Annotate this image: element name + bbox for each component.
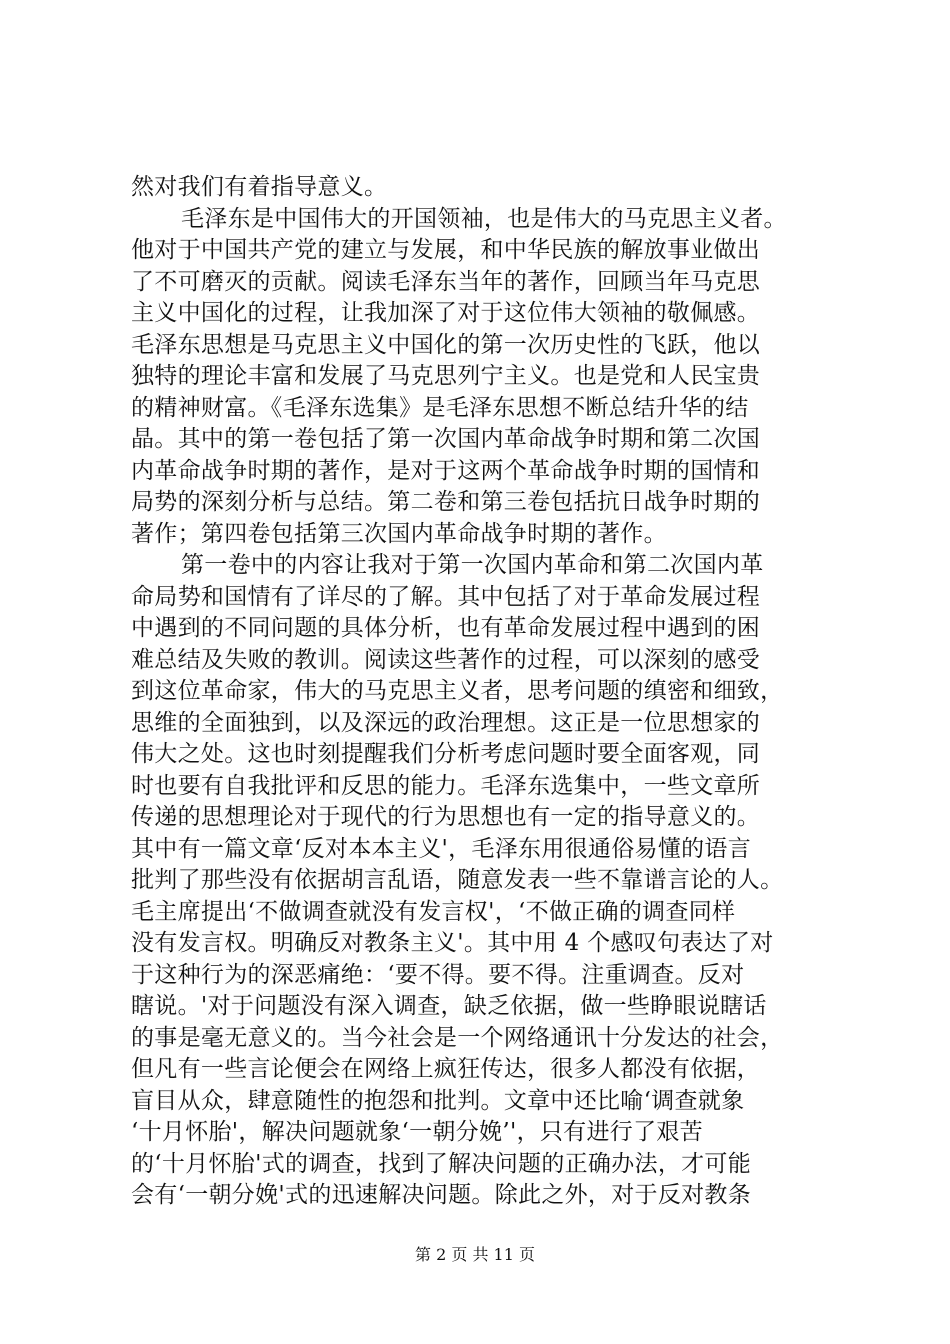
text-line: 瞎说。'对于问题没有深入调查，缺乏依据，做一些睁眼说瞎话 [131,993,767,1019]
text-line: 毛泽东思想是马克思主义中国化的第一次历史性的飞跃，他以 [131,331,761,358]
text-line: 的精神财富。《毛泽东选集》是毛泽东思想不断总结升华的结 [131,394,749,421]
text-line: 命局势和国情有了详尽的了解。其中包括了对于革命发展过程 [131,583,761,610]
text-line: 批判了那些没有依据胡言乱语，随意发表一些不靠谱言论的人。 [131,867,784,893]
text-line: 没有发言权。明确反对教条主义'。其中用 4 个感叹句表达了对 [131,930,774,956]
paragraph-first-line: 第一卷中的内容让我对于第一次国内革命和第二次国内革 [181,552,764,578]
text-line: 毛主席提出‘不做调查就没有发言权'，‘不做正确的调查同样 [131,898,736,925]
text-line: 内革命战争时期的著作，是对于这两个革命战争时期的国情和 [131,457,761,484]
text-line: 主义中国化的过程，让我加深了对于这位伟大领袖的敬佩感。 [131,300,761,326]
text-line: 局势的深刻分析与总结。第二卷和第三卷包括抗日战争时期的 [131,489,761,515]
text-line: 独特的理论丰富和发展了马克思列宁主义。也是党和人民宝贵 [131,363,761,389]
text-line: 但凡有一些言论便会在网络上疯狂传达，很多人都没有依据， [131,1056,761,1082]
text-line: 然对我们有着指导意义。 [131,174,388,200]
text-line: 的事是毫无意义的。当今社会是一个网络通讯十分发达的社会， [131,1024,784,1051]
text-line: 他对于中国共产党的建立与发展，和中华民族的解放事业做出 [131,237,761,263]
text-line: 中遇到的不同问题的具体分析，也有革命发展过程中遇到的困 [131,615,761,641]
text-line: ‘十月怀胎'，解决问题就象‘一朝分娩’'，只有进行了艰苦 [131,1119,703,1145]
text-line: 于这种行为的深恶痛绝：‘要不得。要不得。注重调查。反对 [131,961,745,988]
text-line: 了不可磨灭的贡献。阅读毛泽东当年的著作，回顾当年马克思 [131,268,761,295]
text-line: 伟大之处。这也时刻提醒我们分析考虑问题时要全面客观，同 [131,741,761,767]
text-line: 著作；第四卷包括第三次国内革命战争时期的著作。 [131,520,667,547]
text-line: 晶。其中的第一卷包括了第一次国内革命战争时期和第二次国 [131,426,761,452]
text-line: 思维的全面独到，以及深远的政治理想。这正是一位思想家的 [131,709,761,736]
page-number-footer: 第 2 页 共 11 页 [415,1245,535,1264]
text-line: 到这位革命家，伟大的马克思主义者，思考问题的缜密和细致， [131,678,784,704]
paragraph-first-line: 毛泽东是中国伟大的开国领袖，也是伟大的马克思主义者。 [181,205,787,232]
text-line: 的‘十月怀胎'式的调查，找到了解决问题的正确办法，才可能 [131,1150,752,1177]
text-line: 会有‘一朝分娩'式的迅速解决问题。除此之外，对于反对教条 [131,1182,752,1208]
document-body [131,172,831,1212]
text-line: 盲目从众，肆意随性的抱怨和批判。文章中还比喻‘调查就象 [131,1087,745,1114]
text-line: 时也要有自我批评和反思的能力。毛泽东选集中，一些文章所 [131,772,761,799]
text-line: 传递的思想理论对于现代的行为思想也有一定的指导意义的。 [131,804,761,830]
text-line: 其中有一篇文章‘反对本本主义'，毛泽东用很通俗易懂的语言 [131,835,752,862]
text-line: 难总结及失败的教训。阅读这些著作的过程，可以深刻的感受 [131,646,761,673]
